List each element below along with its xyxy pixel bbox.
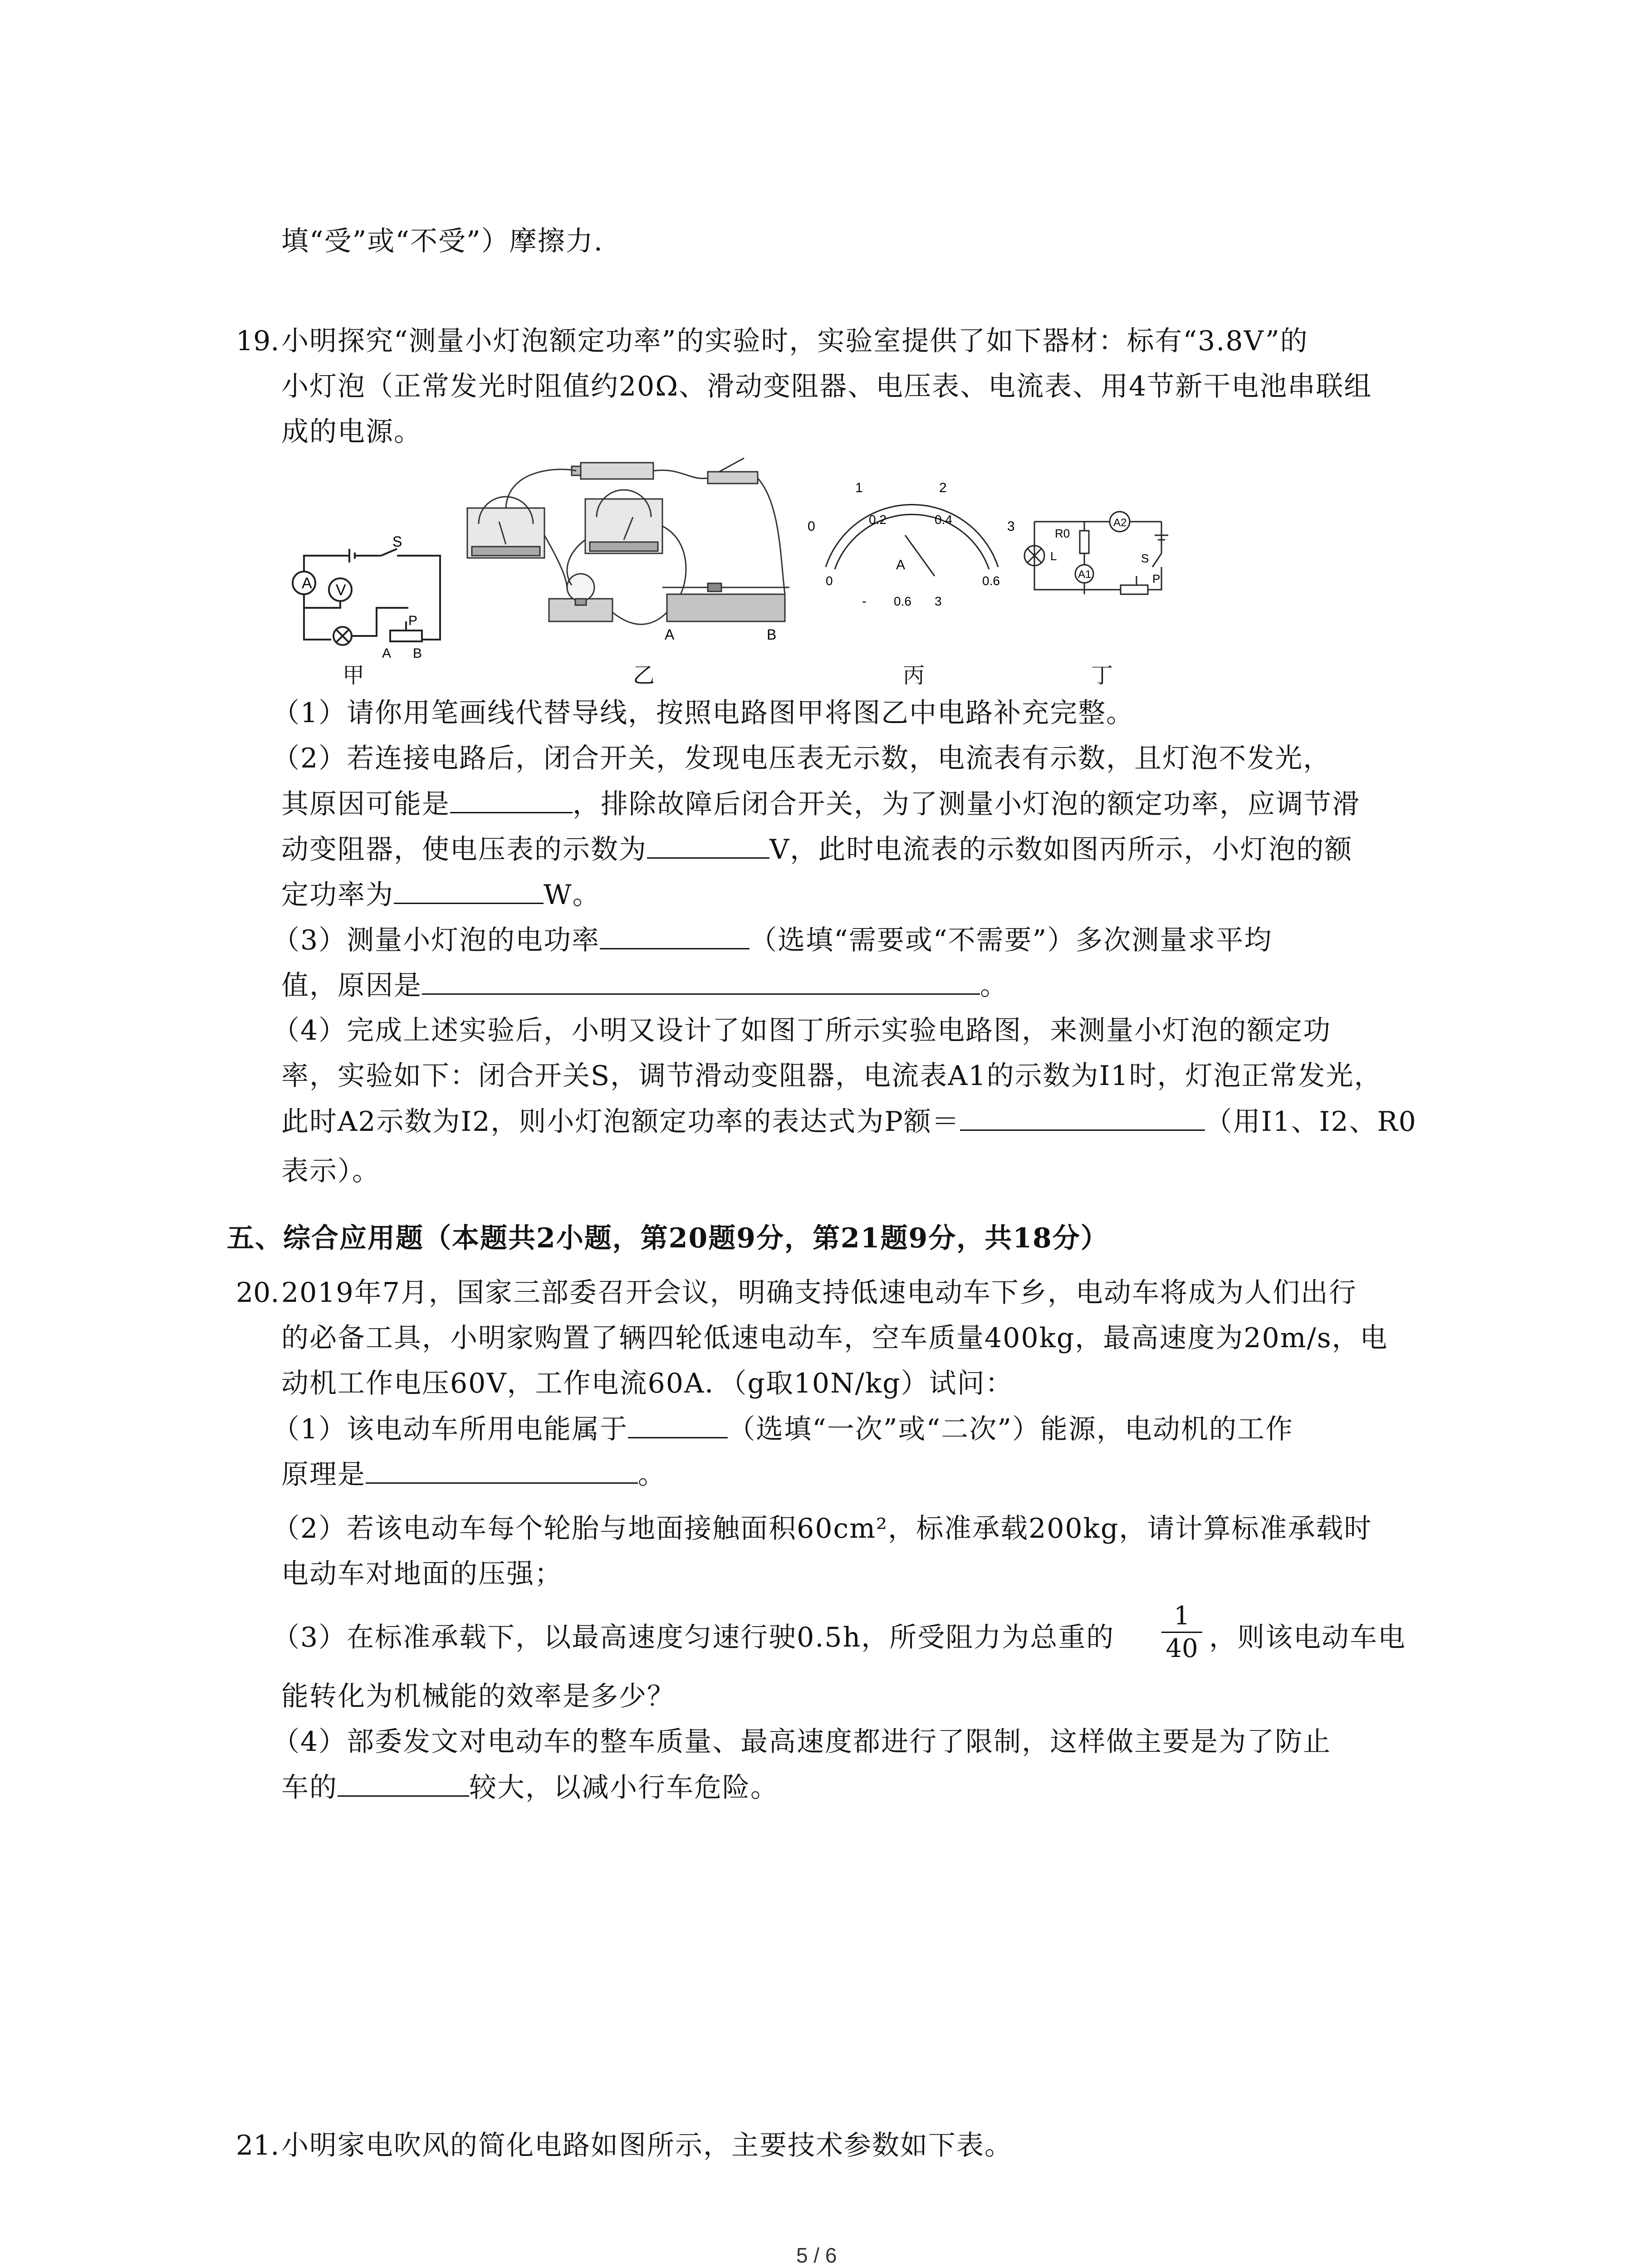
q20-p1-line2 bbox=[281, 1456, 666, 1493]
fraction-denominator: 40 bbox=[1166, 1634, 1198, 1663]
q19-p2-line4-b: W。 bbox=[544, 879, 601, 911]
q20-number: 20. bbox=[236, 1277, 279, 1309]
q19-number: 19. bbox=[236, 325, 279, 357]
figure-jia-circuit bbox=[277, 517, 458, 667]
q19-p2-line1: （2）若连接电路后，闭合开关，发现电压表无示数，电流表有示数，且灯泡不发光， bbox=[272, 743, 1332, 774]
jia-label-p: P bbox=[408, 613, 418, 628]
q19-line2: 小灯泡（正常发光时阻值约20Ω、滑动变阻器、电压表、电流表、用4节新干电池串联组 bbox=[281, 371, 1372, 402]
answer-blank-reason[interactable] bbox=[422, 967, 980, 995]
ding-label-r0: R0 bbox=[1055, 527, 1070, 540]
q20-p4-line2-a: 车的 bbox=[281, 1772, 338, 1804]
q20-line3: 动机工作电压60V，工作电流60A．（g取10N/kg）试问： bbox=[281, 1368, 1014, 1399]
bing-top-3: 3 bbox=[1007, 519, 1015, 534]
figure-jia-caption: 甲 bbox=[343, 663, 365, 688]
q19-p3-line1-b: （选填“需要或“不需要”）多次测量求平均 bbox=[749, 924, 1273, 956]
q19-p3-line2-a: 值，原因是 bbox=[281, 970, 422, 1002]
q20-p1-line1 bbox=[272, 1411, 1293, 1447]
q19-line1: 小明探究“测量小灯泡额定功率”的实验时，实验室提供了如下器材：标有“3.8V”的 bbox=[281, 325, 1308, 357]
q19-p4-line4: 表示）。 bbox=[281, 1155, 380, 1187]
q18-tail-line: 填“受”或“不受”）摩擦力. bbox=[281, 225, 603, 257]
ding-label-p: P bbox=[1152, 572, 1161, 586]
q19-p4-line2: 率，实验如下：闭合开关S，调节滑动变阻器，电流表A1的示数为I1时，灯泡正常发光， bbox=[281, 1060, 1382, 1092]
answer-blank-need[interactable] bbox=[600, 922, 749, 949]
bing-unit: A bbox=[896, 557, 906, 572]
q19-p3-line1-a: （3）测量小灯泡的电功率 bbox=[272, 924, 600, 956]
yi-label-b: B bbox=[767, 626, 777, 643]
bing-terminal-3: 3 bbox=[935, 594, 942, 608]
q20-p1-line1-a: （1）该电动车所用电能属于 bbox=[272, 1413, 628, 1445]
q19-p4-line3-a: 此时A2示数为I2，则小灯泡额定功率的表达式为P额＝ bbox=[281, 1106, 960, 1138]
q19-p2-line2 bbox=[281, 786, 1360, 822]
answer-blank-cause[interactable] bbox=[450, 786, 573, 813]
fraction-numerator: 1 bbox=[1174, 1601, 1190, 1631]
q20-line2: 的必备工具，小明家购置了辆四轮低速电动车，空车质量400kg，最高速度为20m/s，电 bbox=[281, 1322, 1388, 1354]
answer-blank-motor-principle[interactable] bbox=[366, 1456, 638, 1484]
jia-label-a: A bbox=[382, 646, 392, 661]
jia-label-switch: S bbox=[392, 533, 402, 550]
figure-yi-apparatus bbox=[454, 449, 798, 658]
figure-ding-caption: 丁 bbox=[1091, 663, 1113, 688]
answer-blank-energy-type[interactable] bbox=[628, 1411, 728, 1438]
jia-label-ammeter: A bbox=[302, 575, 312, 592]
q20-p3-line1a: （3）在标准承载下，以最高速度匀速行驶0.5h，所受阻力为总重的 bbox=[272, 1622, 1115, 1653]
bing-terminal-neg: - bbox=[862, 594, 867, 609]
q20-p2-line1: （2）若该电动车每个轮胎与地面接触面积60cm²，标准承载200kg，请计算标准承载时 bbox=[272, 1513, 1372, 1545]
q20-p4-line1: （4）部委发文对电动车的整车质量、最高速度都进行了限制，这样做主要是为了防止 bbox=[272, 1726, 1332, 1758]
q20-p3-line2: 能转化为机械能的效率是多少？ bbox=[281, 1681, 675, 1712]
bing-terminal-06: 0.6 bbox=[894, 594, 911, 608]
bing-bottom-0: 0 bbox=[826, 574, 833, 588]
yi-label-a: A bbox=[665, 626, 675, 643]
ding-label-s: S bbox=[1141, 552, 1149, 565]
answer-blank-voltage[interactable] bbox=[647, 831, 769, 859]
bing-bottom-3: 0.6 bbox=[982, 574, 1000, 588]
bing-bottom-1: 0.2 bbox=[869, 513, 887, 527]
q20-p2-line2: 电动车对地面的压强； bbox=[281, 1558, 563, 1590]
q21-number: 21. bbox=[236, 2130, 279, 2161]
q20-p1-line1-b: （选填“一次”或“二次”）能源，电动机的工作 bbox=[728, 1413, 1293, 1445]
bing-bottom-2: 0.4 bbox=[935, 513, 952, 527]
q21-line1: 小明家电吹风的简化电路如图所示，主要技术参数如下表。 bbox=[281, 2130, 1013, 2161]
jia-label-b: B bbox=[413, 646, 422, 661]
q19-p4-line3 bbox=[281, 1103, 1417, 1140]
q19-p4-line1: （4）完成上述实验后，小明又设计了如图丁所示实验电路图，来测量小灯泡的额定功 bbox=[272, 1015, 1332, 1046]
ding-label-a2: A2 bbox=[1113, 517, 1127, 529]
bing-top-0: 0 bbox=[808, 519, 815, 534]
q20-line1: 2019年7月，国家三部委召开会议，明确支持低速电动车下乡，电动车将成为人们出行 bbox=[281, 1277, 1357, 1309]
q19-p2-line2-b: ，排除故障后闭合开关，为了测量小灯泡的额定功率，应调节滑 bbox=[573, 788, 1360, 820]
ding-label-l: L bbox=[1050, 549, 1057, 563]
answer-blank-quantity[interactable] bbox=[338, 1769, 469, 1797]
figure-bing-caption: 丙 bbox=[903, 663, 925, 688]
q19-p1: （1）请你用笔画线代替导线，按照电路图甲将图乙中电路补充完整。 bbox=[272, 697, 1135, 729]
q20-p4-line2-b: 较大，以减小行车危险。 bbox=[469, 1772, 779, 1804]
q19-p2-line3-b: V，此时电流表的示数如图丙所示，小灯泡的额 bbox=[769, 834, 1353, 865]
q19-p2-line4 bbox=[281, 876, 601, 913]
q20-fraction bbox=[1161, 1601, 1202, 1663]
fraction-bar bbox=[1161, 1632, 1202, 1633]
figure-yi-caption: 乙 bbox=[633, 663, 655, 688]
answer-blank-expression[interactable] bbox=[960, 1103, 1205, 1131]
q19-p3-line2 bbox=[281, 967, 1008, 1004]
jia-label-voltmeter: V bbox=[336, 582, 346, 599]
q19-p2-line2-a: 其原因可能是 bbox=[281, 788, 450, 820]
q19-p3-line2-b: 。 bbox=[980, 970, 1008, 1002]
q20-p3-line1b: ，则该电动车电 bbox=[1209, 1622, 1406, 1653]
section5-title: 五、综合应用题（本题共2小题，第20题9分，第21题9分，共18分） bbox=[227, 1222, 1109, 1254]
bing-top-2: 2 bbox=[939, 480, 947, 495]
q19-p2-line3 bbox=[281, 831, 1352, 868]
q20-p4-line2 bbox=[281, 1769, 779, 1806]
q19-p4-line3-b: （用I1、I2、R0 bbox=[1205, 1106, 1417, 1138]
ding-label-a1: A1 bbox=[1078, 568, 1092, 581]
q19-p2-line3-a: 动变阻器，使电压表的示数为 bbox=[281, 834, 647, 865]
q19-p2-line4-a: 定功率为 bbox=[281, 879, 394, 911]
q19-line3: 成的电源。 bbox=[281, 416, 422, 448]
answer-blank-power[interactable] bbox=[394, 876, 544, 904]
q20-p1-line2-b: 。 bbox=[638, 1459, 666, 1491]
q19-p3-line1 bbox=[272, 922, 1272, 958]
figure-bing-ammeter-dial bbox=[789, 472, 1034, 617]
page-number: 5 / 6 bbox=[796, 2244, 837, 2267]
figure-ding-circuit bbox=[1016, 503, 1189, 608]
bing-top-1: 1 bbox=[855, 480, 863, 495]
q20-p1-line2-a: 原理是 bbox=[281, 1459, 366, 1491]
